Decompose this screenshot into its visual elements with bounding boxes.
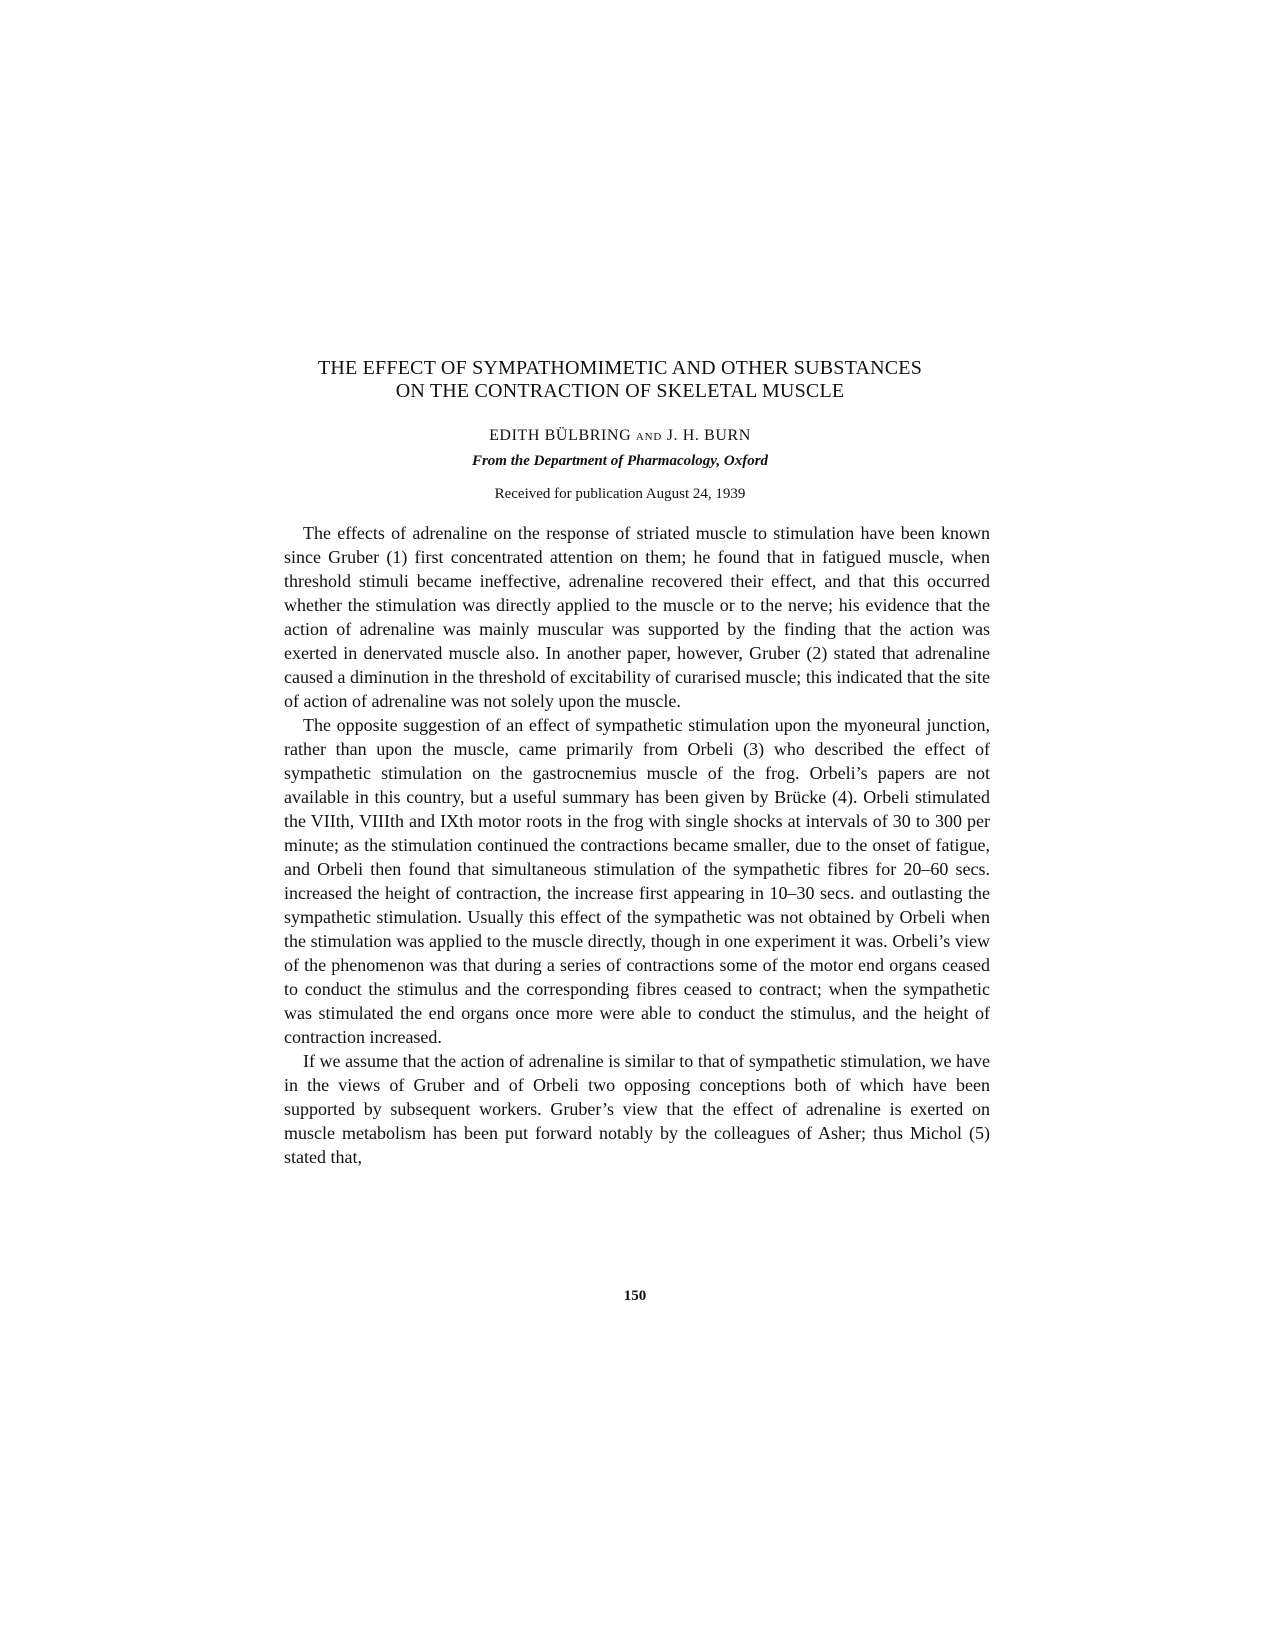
author-first: EDITH BÜLBRING (489, 427, 632, 444)
article-body (284, 521, 990, 1169)
body-paragraph: If we assume that the action of adrenaline is similar to that of sympathetic stimulation, we have in the views of Gruber and of Orbeli two opposing conceptions both of which have been supported by subsequent workers. Gruber’s view that the effect of adrenaline is exerted on muscle metabolism has been put forward notably by the colleagues of Asher; thus Michol (5) stated that, (284, 1051, 990, 1167)
page-number: 150 (623, 1288, 647, 1304)
title-line-1: THE EFFECT OF SYMPATHOMIMETIC AND OTHER SUBSTANCES (317, 357, 923, 379)
affiliation: From the Department of Pharmacology, Oxford (471, 453, 769, 469)
author-line (270, 426, 970, 447)
received-date: Received for publication August 24, 1939 (494, 486, 746, 502)
author-second: J. H. BURN (666, 427, 751, 444)
body-paragraph: The opposite suggestion of an effect of sympathetic stimulation upon the myoneural junction, rather than upon the muscle, came primarily from Orbeli (3) who described the effect of sympathetic stimulation on the gastrocnemius muscle of the frog. Orbeli’s papers are not available in this country, but a useful summary has been given by Brücke (4). Orbeli stimulated the VIIth, VIIIth and IXth motor roots in the frog with single shocks at intervals of 30 to 300 per minute; as the stimulation continued the contractions became smaller, due to the onset of fatigue, and Orbeli then found that simultaneous stimulation of the sympathetic fibres for 20–60 secs. increased the height of contraction, the increase first appearing in 10–30 secs. and outlasting the sympathetic stimulation. Usually this effect of the sympathetic was not obtained by Orbeli when the stimulation was applied to the muscle directly, though in one experiment it was. Orbeli’s view of the phenomenon was that during a series of contractions some of the motor end organs ceased to conduct the stimulus and the corresponding fibres ceased to contract; when the sympathetic was stimulated the end organs once more were able to conduct the stimulus, and the height of contraction increased. (284, 715, 990, 1047)
author-conjunction: AND (635, 431, 663, 443)
article-title (270, 357, 970, 403)
title-line-2: ON THE CONTRACTION OF SKELETAL MUSCLE (395, 380, 845, 402)
body-paragraph: The effects of adrenaline on the response of striated muscle to stimulation have been known since Gruber (1) first concentrated attention on them; he found that in fatigued muscle, when threshold stimuli became ineffective, adrenaline recovered their effect, and that this occurred whether the stimulation was directly applied to the muscle or to the nerve; his evidence that the action of adrenaline was mainly muscular was supported by the finding that the action was exerted in denervated muscle also. In another paper, however, Gruber (2) stated that adrenaline caused a diminution in the threshold of excitability of curarised muscle; this indicated that the site of action of adrenaline was not solely upon the muscle. (284, 523, 990, 711)
